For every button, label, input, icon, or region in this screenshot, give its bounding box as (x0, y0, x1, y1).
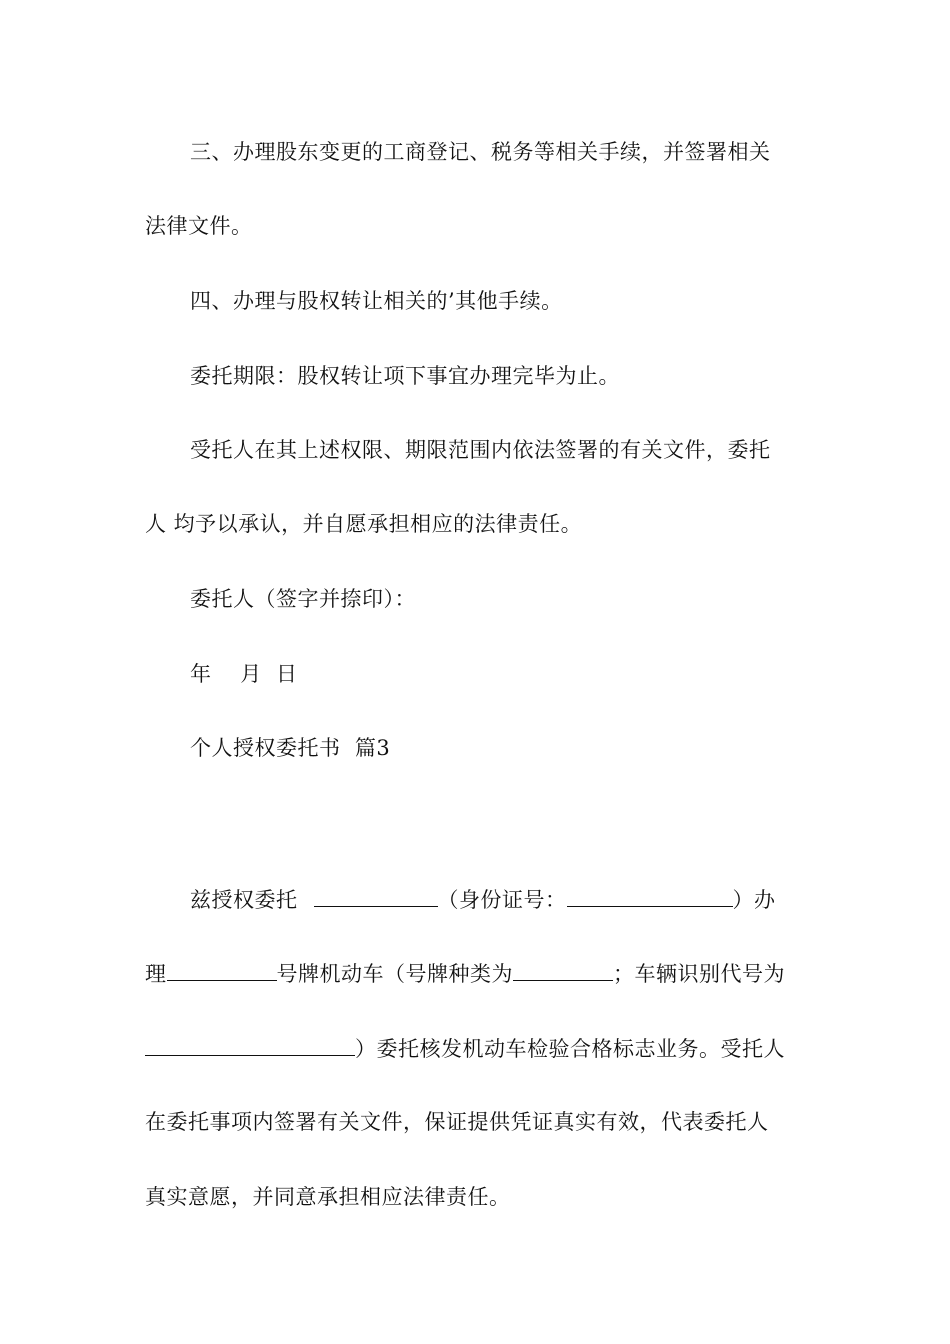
paragraph-3-line-2: 法律文件。 (145, 214, 253, 238)
paragraph-4: 四、办理与股权转让相关的’其他手续。 (190, 289, 563, 313)
authorization-text-c: ）办 (732, 888, 776, 912)
signature-line: 委托人（签字并捺印）： (190, 587, 416, 611)
plate-type-blank[interactable] (513, 958, 613, 981)
date-line: 年 月 日 (190, 662, 298, 686)
paragraph-recognition-line-2: 人 均予以承认，并自愿承担相应的法律责任。 (145, 512, 583, 536)
grantee-name-blank[interactable] (314, 884, 438, 907)
authorization-line-2 (145, 958, 785, 989)
authorization-text-e: 号牌机动车（号牌种类为 (276, 962, 513, 986)
paragraph-term: 委托期限：股权转让项下事宜办理完毕为止。 (190, 364, 620, 388)
paragraph-3-line-1: 三、办理股东变更的工商登记、税务等相关手续，并签署相关 (190, 140, 771, 164)
vin-blank[interactable] (145, 1033, 355, 1056)
authorization-text-d: 理 (145, 962, 167, 986)
plate-number-blank[interactable] (167, 958, 277, 981)
authorization-line-1 (190, 884, 776, 915)
authorization-text-g: ）委托核发机动车检验合格标志业务。受托人 (355, 1037, 785, 1061)
authorization-line-5: 真实意愿，并同意承担相应法律责任。 (145, 1185, 511, 1209)
authorization-text-f: ；车辆识别代号为 (613, 962, 785, 986)
authorization-line-4: 在委托事项内签署有关文件，保证提供凭证真实有效，代表委托人 (145, 1110, 769, 1134)
paragraph-recognition-line-1: 受托人在其上述权限、期限范围内依法签署的有关文件，委托 (190, 438, 771, 462)
authorization-text-a: 兹授权委托 (190, 888, 298, 912)
section-title: 个人授权委托书 篇3 (190, 736, 391, 760)
authorization-line-3 (145, 1033, 785, 1064)
id-number-blank[interactable] (567, 884, 733, 907)
authorization-text-b: （身份证号： (437, 888, 567, 912)
